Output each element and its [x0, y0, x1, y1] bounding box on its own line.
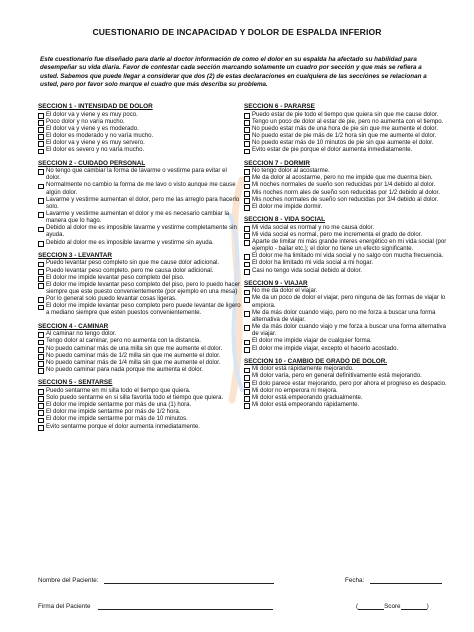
left-column — [38, 103, 242, 436]
option-item — [38, 388, 242, 395]
option-item — [38, 211, 242, 225]
option-item — [244, 324, 448, 338]
option-label: Lavarme y vestirme aumentan el dolor, pero me las arreglo para hacerlo solo. — [46, 196, 240, 210]
option-label: El dolor me impide levantar peso completo del piso, pero lo puedo hacer siempre que este puesto convenientemente (por ejemplo en una mesa) — [46, 281, 240, 295]
option-label: Mi noches normales de sueño son reducidas por 1/4 debido al dolor. — [252, 182, 436, 189]
checkbox[interactable] — [38, 149, 44, 155]
option-item — [38, 416, 242, 423]
option-item — [38, 119, 242, 126]
option-item — [244, 147, 448, 154]
option-item — [244, 395, 448, 402]
option-item — [38, 260, 242, 267]
option-label: Puedo levantar peso completo sin que me cause dolor adicional. — [46, 260, 220, 267]
date-row — [345, 577, 442, 584]
section-title: SECCION 5 - SENTARSE — [38, 379, 113, 387]
option-item — [244, 232, 448, 239]
option-label: El dolor me impide sentarme por más de 10 minutos. — [46, 416, 188, 423]
checkbox[interactable] — [38, 198, 44, 204]
option-label: No tengo que cambiar la forma de lavarme o vestirme para evitar el dolor. — [46, 168, 227, 182]
option-item — [38, 133, 242, 140]
option-item — [244, 373, 448, 380]
page-title: CUESTIONARIO DE INCAPACIDAD Y DOLOR DE ESPALDA INFERIOR — [92, 27, 382, 37]
option-item — [38, 360, 242, 367]
option-label: Por lo general solo puedo levantar cosas ligeras. — [46, 296, 177, 303]
signature-label: Firma del Paciente — [38, 603, 91, 610]
intro-text: Este cuestionario fue diseñado para darle al doctor información de como el dolor en su espalda ha afectado su habilidad para desempeñar su vida diaria. Favor de contestar cada sección marcando solamente un cuadro por sección y que más se refiera a usted. Sabemos que puede llegar a considerar que dos (2) de estas declaraciones en cualquiera de las secciónes se relacionan a usted, pero por favor solo marque el cuadro que más describa su problema. — [40, 56, 427, 89]
signature-field[interactable] — [98, 603, 273, 610]
option-label: Casi no tengo vida social debido al dolor. — [252, 267, 362, 274]
checkbox[interactable] — [244, 347, 250, 353]
option-item — [38, 168, 242, 182]
option-item — [244, 182, 448, 189]
section-10 — [244, 358, 448, 409]
checkbox[interactable] — [244, 205, 250, 211]
option-label: No puedo estar más de una hora de pie sin que me aumente el dolor. — [252, 125, 438, 132]
option-label: Normalmente no cambio la forma de me lavo o visto aunque me cause algún dolor. — [46, 182, 236, 196]
option-item — [38, 282, 242, 296]
option-label: Mi dolor está empeorando rápidamente. — [252, 402, 360, 409]
checkbox[interactable] — [38, 368, 44, 374]
checkbox[interactable] — [244, 403, 250, 409]
option-label: Me da más dolor cuando viajo y me forza a buscar una forma alternativa de viajar. — [252, 324, 446, 338]
option-label: Mis noches normales de sueño son reducidas por 3/4 debido al dolor. — [252, 196, 439, 203]
option-item — [244, 346, 448, 353]
option-item — [244, 338, 448, 345]
option-label: Mi dolor está empeorando gradualmente. — [252, 394, 363, 401]
option-item — [38, 182, 242, 196]
option-label: Tengo un poco de dolor al estar de pie, pero no aumenta con el tiempo. — [252, 118, 444, 125]
option-item — [244, 190, 448, 197]
option-label: El dolo parece estar mejorando, pero por ahora el progreso es despacio. — [252, 380, 447, 387]
option-item — [244, 140, 448, 147]
section-title: SECCION 8 - VIDA SOCIAL — [244, 216, 326, 224]
option-item — [244, 310, 448, 324]
section-title: SECCION 6 - PARARSE — [244, 103, 315, 110]
option-item — [38, 112, 242, 119]
option-item — [244, 204, 448, 211]
section-1 — [38, 103, 242, 154]
checkbox[interactable] — [38, 212, 44, 218]
section-3 — [38, 252, 242, 318]
checkbox[interactable] — [244, 149, 250, 155]
section-title: SECCION 7 - DORMIR — [244, 159, 311, 167]
option-label: Aparte de limitar mi más grande interes energético en mi vida social (por ejemplo - bailar etc.); el dolor no tiene un efecto significante. — [252, 238, 447, 253]
option-label: El dolor va y viene y es muy poco. — [46, 111, 138, 118]
option-label: Al caminar no tengo dolor. — [46, 331, 117, 338]
option-item — [244, 381, 448, 388]
option-item — [38, 338, 242, 345]
option-label: Mi dolor varía, pero en general definitivamente está mejorando. — [252, 373, 422, 380]
option-item — [244, 133, 448, 140]
option-label: El dolor me impide sentarme por más de 1/2 hora. — [46, 409, 181, 416]
option-label: El dolor me impide viajar, excepto el hacerlo acostado. — [252, 345, 399, 352]
patient-name-row — [38, 577, 274, 584]
signature-row — [38, 603, 273, 610]
option-label: Mis noches norm ales de sueño son reducidas por 1/2 debido al dolor. — [252, 189, 440, 196]
option-item — [244, 253, 448, 260]
option-item — [244, 295, 448, 309]
option-item — [244, 388, 448, 395]
option-label: El dolor me impide dormir. — [252, 203, 323, 210]
score-label: Score — [384, 603, 401, 610]
option-label: Mi vida social es normal y no me causa dolor. — [252, 224, 375, 231]
section-title: SECCION 2 - CUIDADO PERSONAL — [38, 159, 146, 167]
option-label: Puedo levantar peso completo. pero me causa dolor adicional. — [46, 267, 214, 274]
section-title: SECCION 9 - VIAJAR — [244, 279, 308, 287]
option-item — [38, 268, 242, 275]
score-row: ( Score ) — [356, 603, 429, 610]
option-item — [244, 366, 448, 373]
date-label: Fecha: — [345, 577, 365, 584]
section-title: SECCION 1 - INTENSIDAD DE DOLOR — [38, 103, 153, 110]
date-field[interactable] — [370, 577, 442, 584]
option-label: No puedo estar de pie más de 1/2 hora sin que me aumente el dolor. — [252, 132, 437, 139]
option-item — [38, 303, 242, 317]
section-4 — [38, 323, 242, 374]
option-item — [244, 197, 448, 204]
option-label: El dolor me impide levantar peso completo pero puede levantar de ligero a mediano siempre que esten puestos convenientemente. — [46, 303, 241, 317]
option-label: Puedo estar de pie todo el tiempo que quiera sin que me cause dolor. — [252, 111, 439, 118]
option-item — [244, 225, 448, 232]
option-label: Evito estar de pie porque el dolor aumenta inmediatamente. — [252, 147, 413, 154]
option-label: Me da dolor al acostarme, pero no me impide que me duerma bien. — [252, 175, 433, 182]
option-item — [38, 409, 242, 416]
option-item — [244, 175, 448, 182]
option-label: Mi dolor no emperora ni mejora. — [252, 387, 338, 394]
option-label: El dolor me ha limitado mi vida social y no salgo con mucha frecuencia. — [252, 253, 444, 260]
option-item — [38, 346, 242, 353]
section-5 — [38, 379, 242, 430]
option-item — [244, 119, 448, 126]
option-item — [244, 112, 448, 119]
option-item — [38, 147, 242, 154]
option-label: Mi dolor está rápidamente mejorando. — [252, 366, 354, 373]
option-label: El dolor es moderado y no varía mucho. — [46, 132, 154, 139]
option-label: No puedo caminar más de una milla sin que me aumente el dolor. — [46, 345, 223, 352]
option-item — [244, 260, 448, 267]
section-6 — [244, 103, 448, 154]
option-item — [38, 367, 242, 374]
option-label: El dolor me impide viajar de cualquier forma. — [252, 338, 372, 345]
option-label: No tengo dolor al acostarme. — [252, 168, 330, 175]
section-8 — [244, 216, 448, 275]
option-item — [244, 239, 448, 253]
checkbox[interactable] — [244, 269, 250, 275]
option-item — [38, 126, 242, 133]
option-label: Me da un poco de dolor el viajar, pero ninguna de las formas de viajar lo empiora. — [252, 295, 446, 309]
checkbox[interactable] — [38, 425, 44, 431]
option-label: El dolor va y viene y es moderado. — [46, 125, 139, 132]
option-item — [38, 197, 242, 211]
option-label: Evito sentarme porque el dolor aumenta inmediatamente. — [46, 423, 200, 430]
option-item — [38, 353, 242, 360]
checkbox[interactable] — [244, 311, 250, 317]
checkbox[interactable] — [244, 325, 250, 331]
option-label: Tengo dolor al caminar, pero no aumenta con la distancia. — [46, 338, 201, 345]
option-item — [244, 268, 448, 275]
section-title: SECCION 10 - CAMBIO DE GRADO DE DOLOR. — [244, 357, 388, 365]
option-item — [38, 275, 242, 282]
option-label: Me da más dolor cuando viajo, pero no me forza a buscar una forma alternativa de viajar. — [252, 309, 436, 323]
option-label: Lavarme y vestirme aumentan el dolor y me es necesario cambiar la manera que lo hago. — [46, 210, 230, 225]
option-item — [38, 140, 242, 147]
checkbox[interactable] — [38, 305, 44, 311]
option-label: No puedo caminar más de 1/4 milla sin que me aumente el dolor. — [46, 359, 221, 366]
option-label: El dolor ha limitado mi vida social a mi hogar. — [252, 260, 373, 267]
section-title: SECCION 4 - CAMINAR — [38, 322, 109, 330]
checkbox[interactable] — [38, 241, 44, 247]
option-item — [38, 331, 242, 338]
option-item — [38, 225, 242, 239]
option-item — [38, 395, 242, 402]
patient-name-label: Nombre del Paciente: — [38, 577, 99, 584]
checkbox[interactable] — [244, 297, 250, 303]
checkbox[interactable] — [244, 240, 250, 246]
option-item — [38, 402, 242, 409]
option-label: El dolor va y viene y es muy servero. — [46, 140, 145, 147]
option-label: El dolor me impide sentarme por más de una (1) hora. — [46, 402, 192, 409]
option-label: Poco dolor y no varía mucho. — [46, 118, 125, 125]
checkbox[interactable] — [38, 283, 44, 289]
section-7 — [244, 160, 448, 211]
option-label: Puedo sentarme en mi silla todo el tiempo que quiera. — [46, 387, 191, 394]
option-item — [38, 424, 242, 431]
option-label: El dolor es severo y no varía mucho. — [46, 147, 145, 154]
checkbox[interactable] — [38, 227, 44, 233]
right-column — [244, 103, 448, 414]
option-item — [244, 402, 448, 409]
section-2 — [38, 160, 242, 247]
score-total-field[interactable] — [401, 603, 427, 610]
option-item — [244, 288, 448, 295]
score-field[interactable] — [358, 603, 384, 610]
option-item — [38, 240, 242, 247]
option-label: El dolor me impide levantar peso completo del piso. — [46, 274, 185, 281]
option-label: Mi vida social es normal, pero me incrementa el grado de dolor. — [252, 231, 423, 238]
checkbox[interactable] — [38, 184, 44, 190]
patient-name-field[interactable] — [104, 577, 274, 584]
option-label: No me da dolor el viajar. — [252, 288, 318, 295]
option-item — [244, 126, 448, 133]
option-item — [244, 168, 448, 175]
option-item — [38, 296, 242, 303]
option-label: Solo puedo sentarme en si silla favorita todo el tiempo que quiera. — [46, 394, 224, 401]
section-9 — [244, 280, 448, 353]
option-label: Debido al dolor me es imposible lavarme y vestirme completamente sin ayuda. — [46, 225, 237, 239]
option-label: No puedo caminar para nada porque me aumenta el dolor. — [46, 366, 203, 373]
checkbox[interactable] — [38, 169, 44, 175]
option-label: No puedo estar más de 10 minutos de pie sin que aumente el dolor. — [252, 140, 434, 147]
option-label: Debido al dolor me es imposible lavarme y vestirme sin ayuda. — [46, 239, 214, 246]
option-label: No puedo caminar más de 1/2 milla sin que me aumente el dolor. — [46, 352, 221, 359]
section-title: SECCION 3 - LEVANTAR — [38, 251, 112, 259]
